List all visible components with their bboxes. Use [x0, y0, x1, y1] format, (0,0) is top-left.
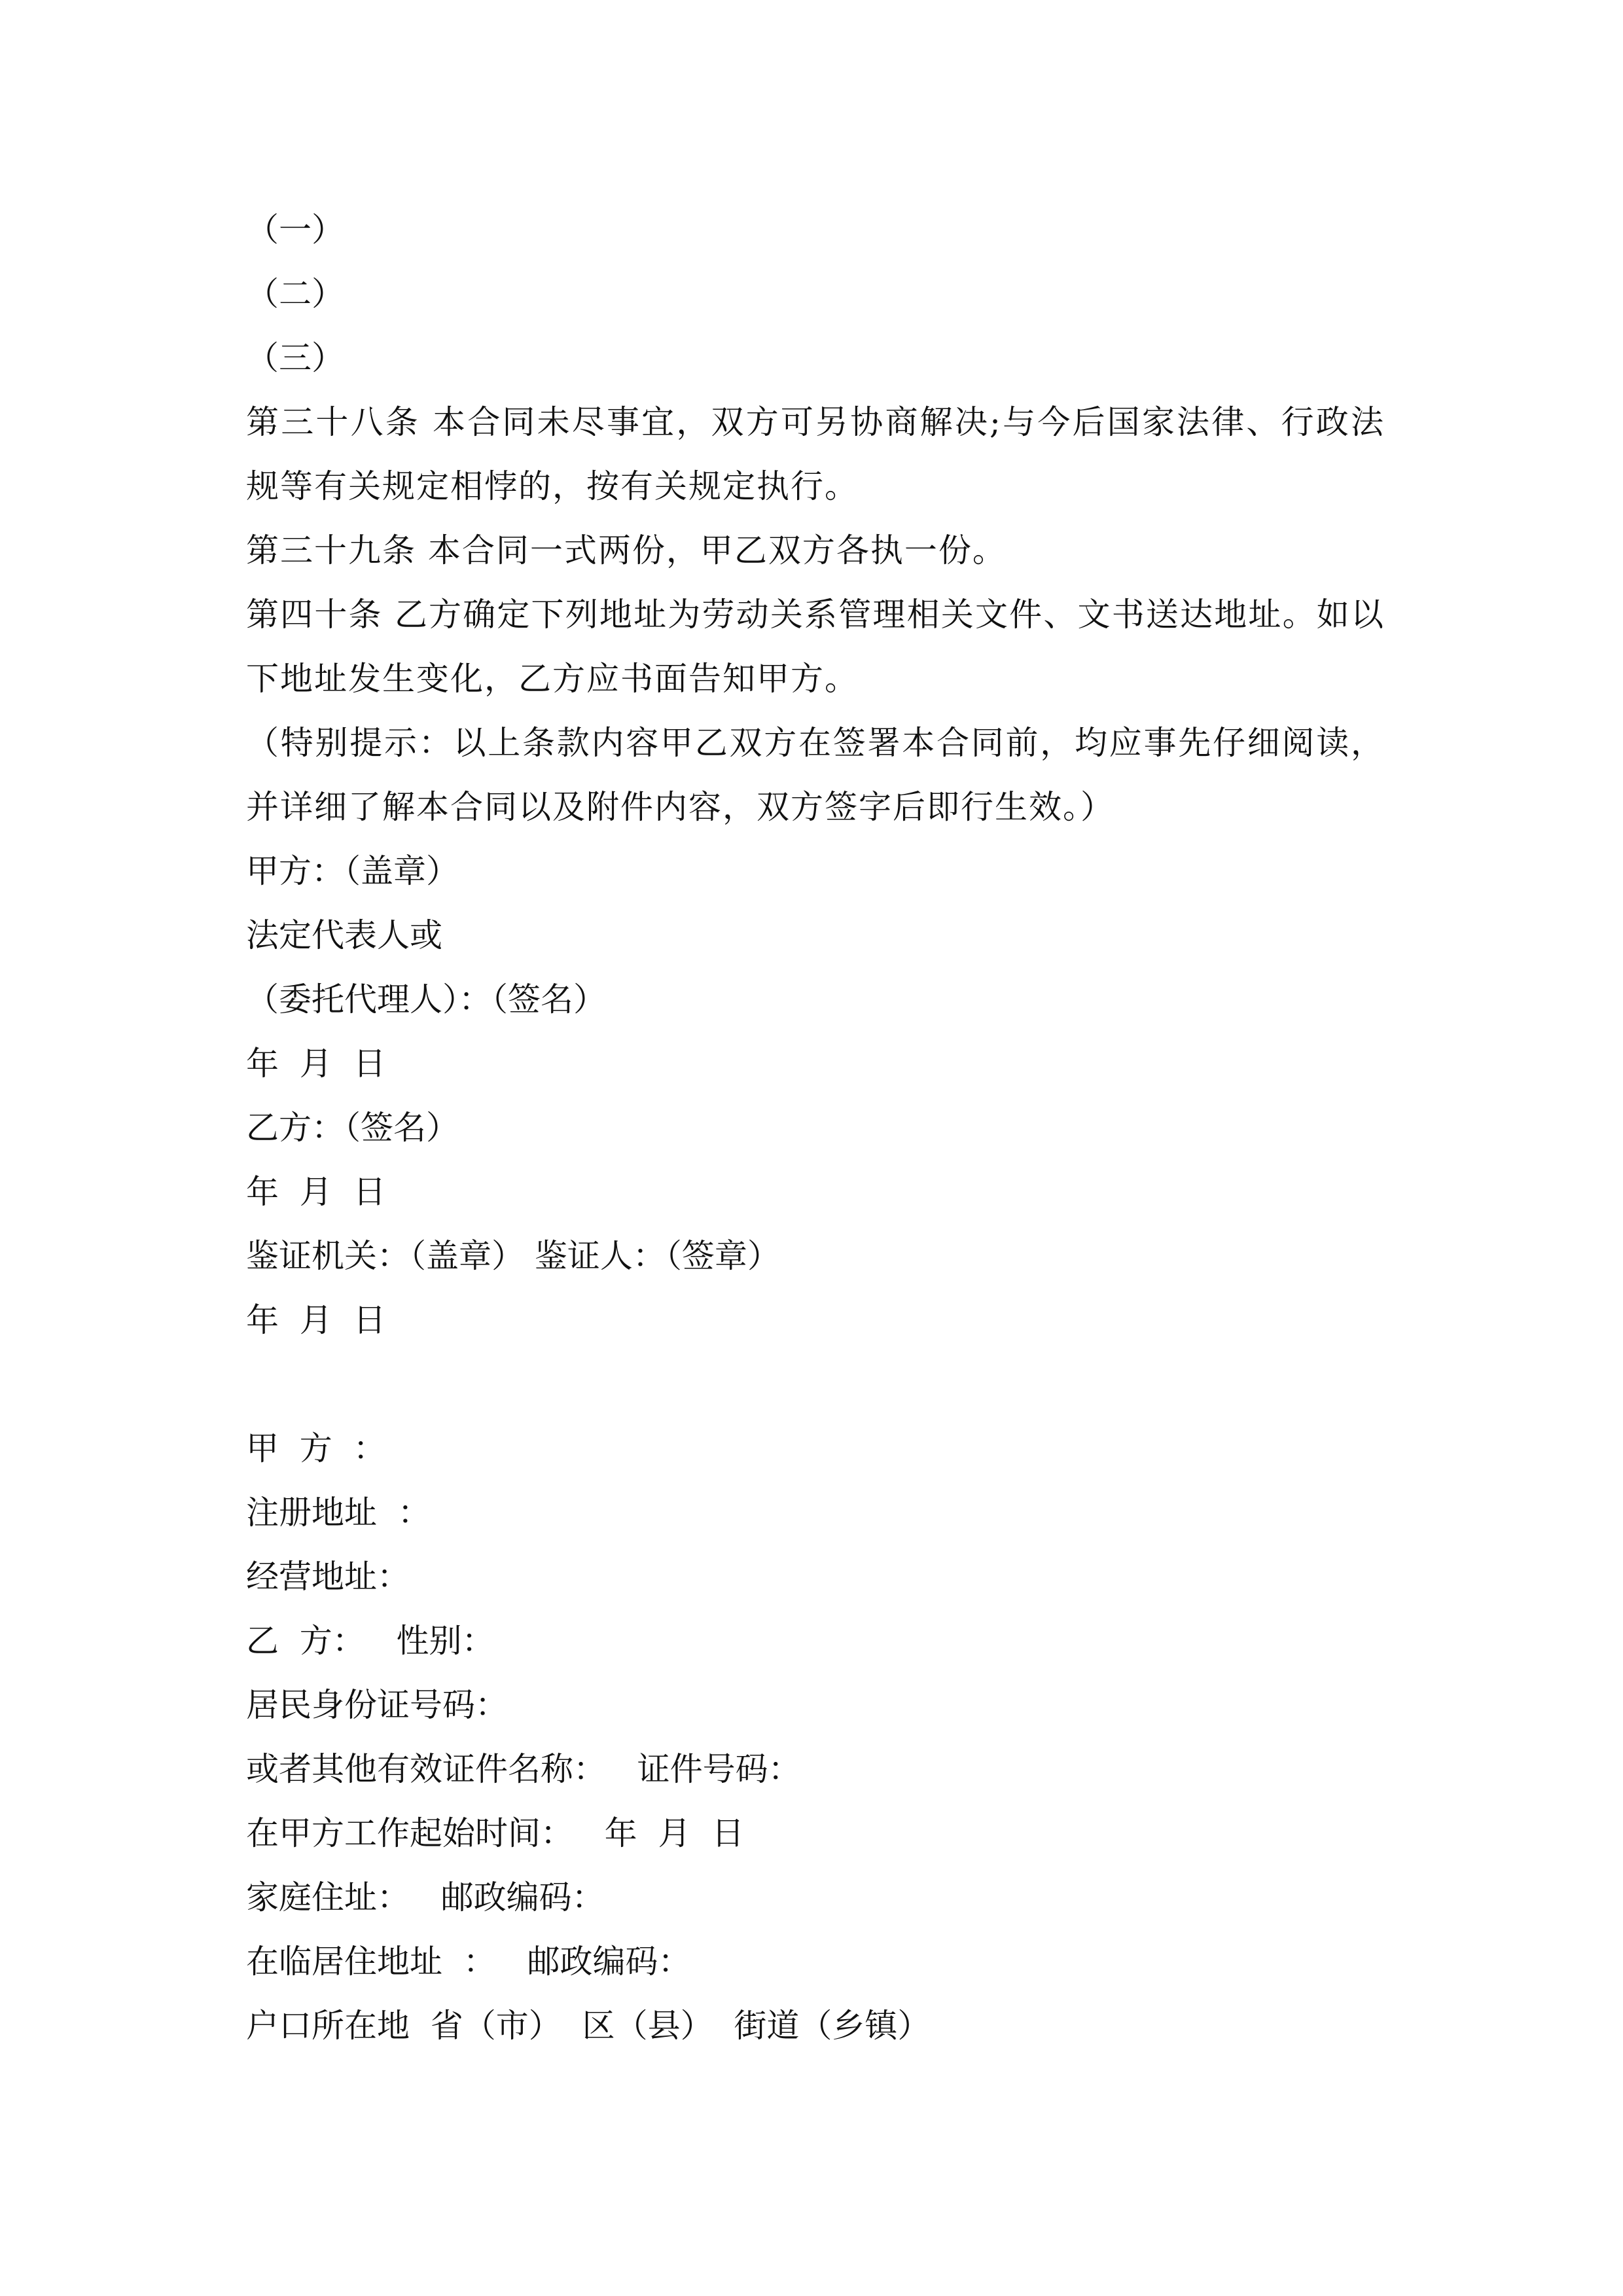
document-body	[246, 198, 1385, 2058]
article-39: 第三十九条 本合同一式两份，甲乙双方各执一份。	[246, 531, 1007, 569]
info-business-address: 经营地址：	[246, 1558, 410, 1596]
info-hukou: 户口所在地 省（市） 区（县） 街道（乡镇）	[246, 2007, 931, 2045]
info-temp-address: 在临居住地址 ： 邮政编码：	[246, 1943, 691, 1981]
info-home-address: 家庭住址： 邮政编码：	[246, 1878, 605, 1916]
info-other-id: 或者其他有效证件名称： 证件号码：	[246, 1750, 801, 1788]
party-b-signature: 乙方：（签名）	[246, 1109, 459, 1147]
date-line-1: 年 月 日	[246, 1045, 386, 1083]
info-id-number: 居民身份证号码：	[246, 1686, 508, 1724]
info-start-time: 在甲方工作起始时间： 年 月 日	[246, 1814, 745, 1852]
authentication-authority: 鉴证机关：（盖章） 鉴证人：（签章）	[246, 1237, 780, 1275]
info-party-b-gender: 乙 方： 性别：	[246, 1622, 495, 1660]
info-party-a: 甲 方 ：	[246, 1429, 386, 1467]
section-gap	[246, 1352, 1385, 1416]
article-38: 第三十八条 本合同未尽事宜，双方可另协商解决;与今后国家法律、行政法规等有关规定相悖的，按有关规定执行。	[246, 403, 1385, 505]
list-item-1: （一）	[246, 211, 344, 249]
article-40: 第四十条 乙方确定下列地址为劳动关系管理相关文件、文书送达地址。如以下地址发生变化，乙方应书面告知甲方。	[246, 596, 1385, 698]
list-item-2: （二）	[246, 275, 344, 313]
date-line-3: 年 月 日	[246, 1301, 386, 1339]
info-registered-address: 注册地址 ：	[246, 1494, 431, 1532]
date-line-2: 年 月 日	[246, 1173, 386, 1211]
list-item-3: （三）	[246, 339, 344, 377]
party-a-seal: 甲方：（盖章）	[246, 852, 459, 890]
entrusted-agent: （委托代理人）：（签名）	[246, 980, 606, 1018]
legal-representative: 法定代表人或	[246, 916, 442, 954]
special-notice: （特别提示：以上条款内容甲乙双方在签署本合同前，均应事先仔细阅读，并详细了解本合同以及附件内容，双方签字后即行生效。）	[246, 724, 1385, 826]
